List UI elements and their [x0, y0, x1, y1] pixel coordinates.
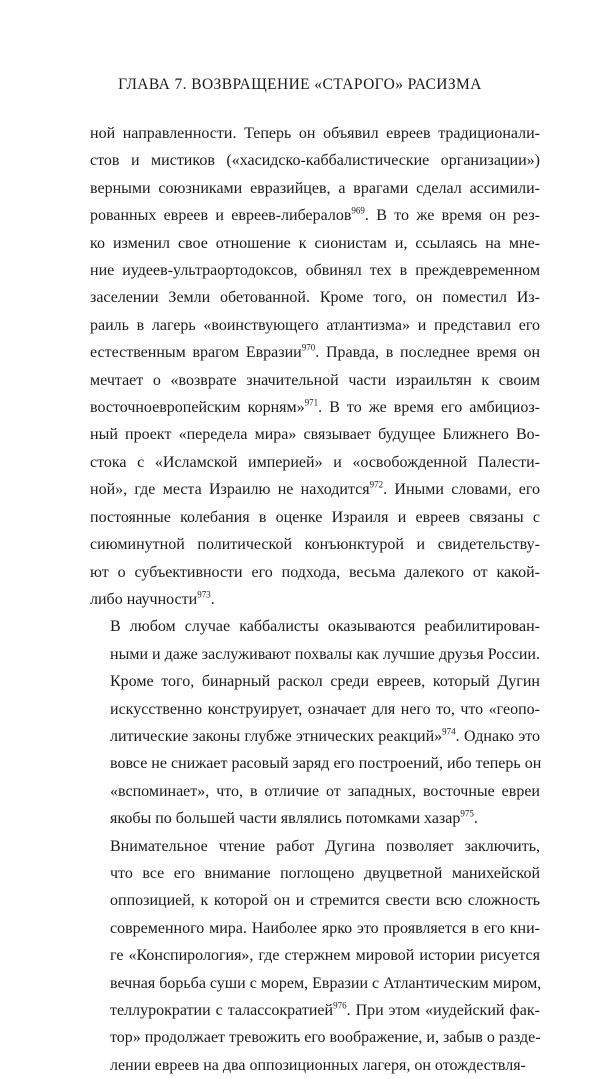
line-text: . В то же время его амбициоз-	[318, 399, 540, 417]
body-text	[90, 120, 540, 1079]
text-line	[90, 723, 540, 750]
line-text: . В то же время он рез-	[364, 207, 541, 225]
text-line	[90, 641, 540, 668]
text-line	[90, 833, 540, 860]
text-line	[90, 202, 540, 229]
line-text: восточноевропейским корням»	[90, 399, 305, 417]
text-line	[90, 421, 540, 448]
text-line	[90, 175, 540, 202]
line-text: тор» продолжает тревожить его воображение, и, забыв о разде-	[110, 1029, 541, 1047]
line-text: сиюминутной политической конъюнктурой и свидетельству-	[90, 536, 540, 554]
text-line	[90, 449, 540, 476]
line-text: .	[210, 590, 215, 608]
line-text: оппозицией, к которой он и стремится свести всю сложность	[110, 892, 540, 910]
line-text: ко изменил свое отношение к сионистам и, ссылаясь на мне-	[90, 234, 540, 252]
line-text: якобы по большей части являлись потомками хазар	[110, 810, 461, 828]
line-text: Кроме того, бинарный раскол среди евреев, который Дугин	[110, 673, 540, 691]
text-line	[90, 230, 540, 257]
line-text: лении евреев на два оппозиционных лагеря, он отождествля-	[110, 1056, 526, 1074]
line-text: постоянные колебания в оценке Израиля и евреев связаны с	[90, 508, 540, 526]
text-line	[90, 586, 540, 613]
text-line	[90, 970, 540, 997]
line-text: ный проект «передела мира» связывает будущее Ближнего Во-	[90, 426, 540, 444]
footnote-marker: 974	[442, 726, 456, 737]
line-text: . При этом «иудейский фак-	[346, 1002, 541, 1019]
line-text: стов и мистиков («хасидско-каббалистические организации»)	[90, 152, 540, 170]
line-text: ют о субъективности его подхода, весьма далекого от какой-	[90, 563, 540, 581]
line-text: либо научности	[90, 590, 198, 608]
line-text: ге «Конспирология», где стержнем мировой истории рисуется	[110, 947, 540, 965]
footnote-marker: 975	[460, 808, 474, 819]
paragraph	[90, 613, 540, 832]
text-line	[90, 860, 540, 887]
line-text: литические законы глубже этнических реакций»	[110, 727, 443, 745]
text-line	[90, 915, 540, 942]
text-line	[90, 257, 540, 284]
line-text: мечтает о «возврате значительной части израильтян к своим	[90, 371, 540, 389]
line-text: вовсе не снижает расовый заряд его построений, ибо теперь он	[110, 755, 542, 773]
line-text: естественным врагом Евразии	[90, 344, 302, 362]
paragraph	[90, 120, 540, 613]
text-line	[90, 613, 540, 640]
running-head: ГЛАВА 7. ВОЗВРАЩЕНИЕ «СТАРОГО» РАСИЗМА	[118, 76, 482, 93]
line-text: заселении Земли обетованной. Кроме того, он поместил Из-	[90, 289, 540, 307]
text-line	[90, 476, 540, 503]
line-text: верными союзниками евразийцев, а врагами сделал ассимили-	[90, 179, 540, 197]
line-text: Внимательное чтение работ Дугина позволяет заключить,	[110, 837, 540, 855]
text-line	[90, 750, 540, 777]
line-text: «вспоминает», что, в отличие от западных, восточные евреи	[110, 782, 540, 800]
text-line	[90, 504, 540, 531]
text-line	[90, 668, 540, 695]
line-text: что все его внимание поглощено двуцветной манихейской	[110, 864, 540, 882]
text-line	[90, 1052, 540, 1079]
text-line	[90, 942, 540, 969]
line-text: вечная борьба суши с морем, Евразии с Атлантическим миром,	[110, 974, 542, 992]
text-line	[90, 559, 540, 586]
text-line	[90, 531, 540, 558]
line-text: современного мира. Наиболее ярко это проявляется в его кни-	[110, 919, 540, 937]
text-line	[90, 284, 540, 311]
text-line	[90, 367, 540, 394]
footnote-marker: 970	[301, 342, 316, 353]
footnote-marker: 973	[197, 589, 211, 600]
line-text: В любом случае каббалисты оказываются реабилитирован-	[110, 618, 540, 636]
text-line	[90, 147, 540, 174]
text-line	[90, 394, 540, 421]
text-line	[90, 1024, 540, 1051]
line-text: теллурократии с талассократией	[110, 1002, 334, 1019]
text-line	[90, 997, 540, 1024]
footnote-marker: 971	[304, 397, 319, 408]
line-text: раиль в лагерь «воинствующего атлантизма» и представил его	[90, 316, 540, 334]
text-line	[90, 696, 540, 723]
line-text: ной», где места Израилю не находится	[90, 481, 370, 499]
text-line	[90, 778, 540, 805]
line-text: . Иными словами, его	[383, 481, 540, 499]
line-text: ной направленности. Теперь он объявил евреев традиционали-	[90, 125, 540, 142]
line-text: . Правда, в последнее время он	[315, 344, 541, 362]
line-text: стока с «Исламской империей» и «освобожденной Палести-	[90, 453, 540, 471]
text-line	[90, 312, 540, 339]
line-text: рованных евреев и евреев-либералов	[90, 207, 352, 225]
text-line	[90, 805, 540, 832]
footnote-marker: 976	[333, 1000, 347, 1011]
text-line	[90, 120, 540, 147]
line-text: ние иудеев-ультраортодоксов, обвинял тех в преждевременном	[90, 262, 540, 280]
line-text: искусственно конструирует, означает для него то, что «геопо-	[110, 700, 540, 718]
text-line	[90, 887, 540, 914]
text-line	[90, 339, 540, 366]
line-text: .	[473, 810, 478, 828]
paragraph	[90, 833, 540, 1079]
line-text: ными и даже заслуживают похвалы как лучшие друзья России.	[110, 645, 540, 663]
line-text: . Однако это	[455, 727, 541, 745]
footnote-marker: 972	[369, 479, 384, 490]
footnote-marker: 969	[351, 205, 365, 216]
